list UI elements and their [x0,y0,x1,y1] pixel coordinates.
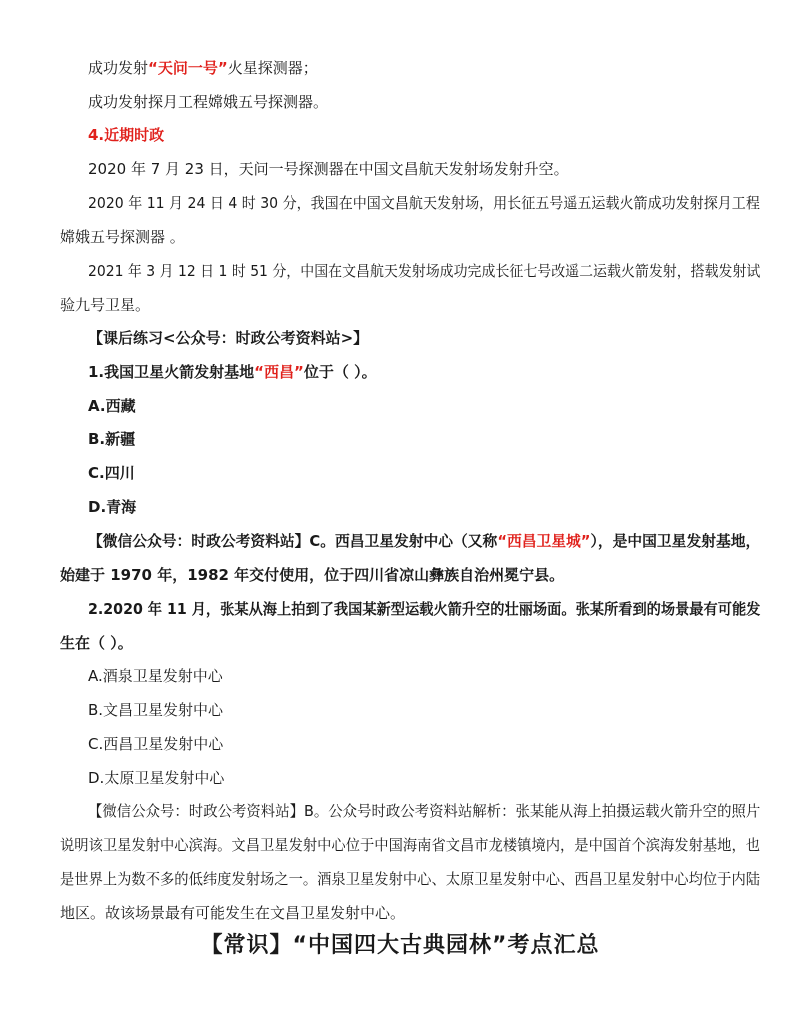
q2-option-b: B.文昌卫星发射中心 [88,701,224,719]
text: 【微信公众号：时政公考资料站】C。西昌卫星发射中心（又称 [88,532,498,550]
text: 成功发射 [88,59,149,77]
section-heading-4: 4.近期时政 [88,126,165,144]
answer-2-line4: 地区。故该场景最有可能发生在文昌卫星发射中心。 [60,904,406,922]
text: 位于（ ）。 [303,363,377,381]
answer-2-line1: 【微信公众号：时政公考资料站】B。公众号时政公考资料站解析：张某能从海上拍摄运载火箭升空的照片 [88,802,761,820]
text: 1.我国卫星火箭发射基地 [88,363,255,381]
paragraph-2020-11-line1: 2020 年 11 月 24 日 4 时 30 分，我国在中国文昌航天发射场，用长征五号遥五运载火箭成功发射探月工程 [88,194,760,212]
q1-option-b: B.新疆 [88,430,136,448]
paragraph-2021-03-line1: 2021 年 3 月 12 日 1 时 51 分，中国在文昌航天发射场成功完成长征七号改遥二运载火箭发射，搭载发射试 [88,262,761,280]
question-1 [88,361,377,383]
text: 火星探测器； [227,59,318,77]
highlight-tianwen: “天问一号” [148,59,228,77]
highlight-xichang-city: “西昌卫星城” [497,532,591,550]
text: ），是中国卫星发射基地， [590,532,761,550]
q2-option-d: D.太原卫星发射中心 [88,769,225,787]
paragraph-2020-11-line2: 嫦娥五号探测器 。 [60,228,185,246]
paragraph-tianwen [88,57,318,79]
question-2-line1: 2.2020 年 11 月，张某从海上拍到了我国某新型运载火箭升空的壮丽场面。张某所看到的场景最有可能发 [88,600,761,618]
highlight-xichang: “西昌” [254,363,304,381]
answer-2-line2: 说明该卫星发射中心滨海。文昌卫星发射中心位于中国海南省文昌市龙楼镇境内，是中国首个滨海发射基地，也 [60,836,761,854]
q2-option-a: A.酒泉卫星发射中心 [88,667,223,685]
paragraph-2020-07: 2020 年 7 月 23 日，天问一号探测器在中国文昌航天发射场发射升空。 [88,160,569,178]
answer-2-line3: 是世界上为数不多的低纬度发射场之一。酒泉卫星发射中心、太原卫星发射中心、西昌卫星发射中心均位于内陆 [60,870,761,888]
paragraph-2021-03-line2: 验九号卫星。 [60,296,151,314]
exercise-title: 【课后练习<公众号：时政公考资料站>】 [88,329,369,347]
answer-1-line1 [88,530,760,552]
answer-1-line2: 始建于 1970 年，1982 年交付使用，位于四川省凉山彝族自治州冕宁县。 [60,566,565,584]
question-2-line2: 生在（ ）。 [60,634,133,652]
q2-option-c: C.西昌卫星发射中心 [88,735,224,753]
q1-option-c: C.四川 [88,464,135,482]
section-heading-gardens: 【常识】“中国四大古典园林”考点汇总 [200,933,600,958]
paragraph-change5: 成功发射探月工程嫦娥五号探测器。 [88,93,329,111]
q1-option-a: A.西藏 [88,397,136,415]
q1-option-d: D.青海 [88,498,137,516]
